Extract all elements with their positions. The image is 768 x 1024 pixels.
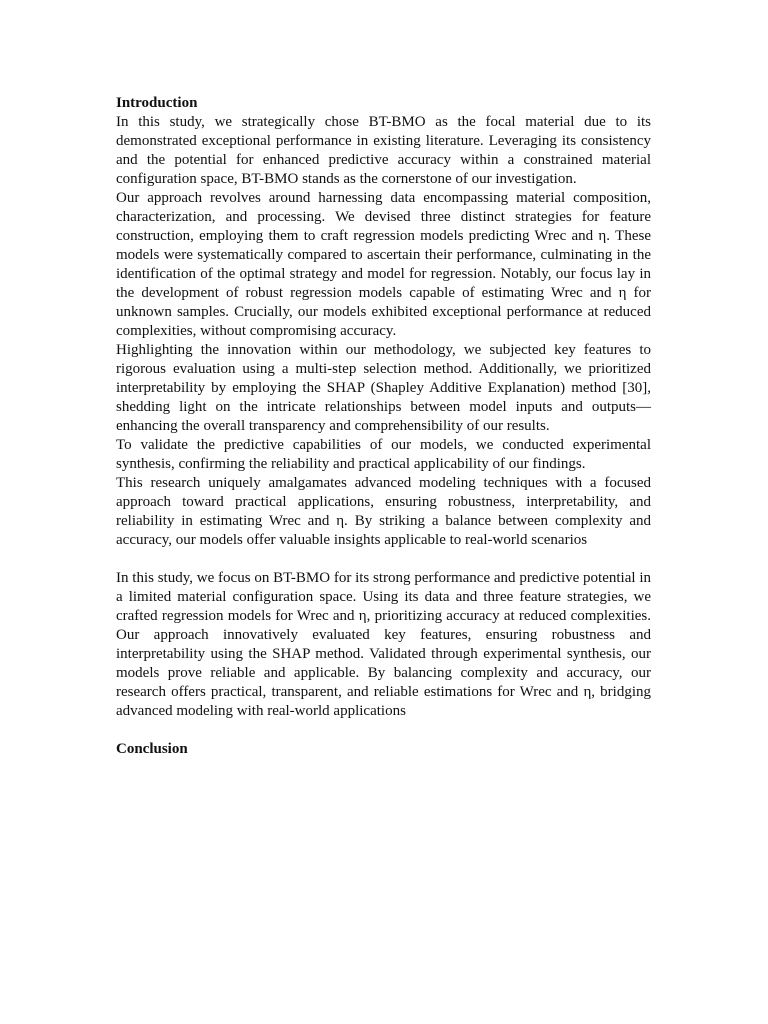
conclusion-heading: Conclusion [116,741,188,757]
intro-paragraph-4: To validate the predictive capabilities of our models, we conducted experimental synthesis, confirming the reliability and practical applicability of our findings. [116,437,651,472]
intro-paragraph-2: Our approach revolves around harnessing data encompassing material composition, characterization, and processing. We devised three distinct strategies for feature construction, employing them to craft regression models predicting Wrec and η. These models were systematically compared to ascertain their performance, culminating in the identification of the optimal strategy and model for regression. Notably, our focus lay in the development of robust regression models capable of estimating Wrec and η for unknown samples. Crucially, our models exhibited exceptional performance at reduced complexities, without compromising accuracy. [116,190,651,339]
intro-paragraph-5: This research uniquely amalgamates advanced modeling techniques with a focused approach toward practical applications, ensuring robustness, interpretability, and reliability in estimating Wrec and η. By striking a balance between complexity and accuracy, our models offer valuable insights applicable to real-world scenarios [116,475,651,548]
introduction-heading: Introduction [116,95,198,111]
intro-paragraph-1: In this study, we strategically chose BT-BMO as the focal material due to its demonstrated exceptional performance in existing literature. Leveraging its consistency and the potential for enhanced predictive accuracy within a constrained material configuration space, BT-BMO stands as the cornerstone of our investigation. [116,114,651,187]
paragraph-spacer [116,550,651,569]
document-page [116,94,651,759]
intro-paragraph-3: Highlighting the innovation within our methodology, we subjected key features to rigorous evaluation using a multi-step selection method. Additionally, we prioritized interpretability by employing the SHAP (Shapley Additive Explanation) method [30], shedding light on the intricate relationships between model inputs and outputs—enhancing the overall transparency and comprehensibility of our results. [116,342,651,434]
summary-paragraph: In this study, we focus on BT-BMO for its strong performance and predictive potential in a limited material configuration space. Using its data and three feature strategies, we crafted regression models for Wrec and η, prioritizing accuracy at reduced complexities. Our approach innovatively evaluated key features, ensuring robustness and interpretability using the SHAP method. Validated through experimental synthesis, our models prove reliable and applicable. By balancing complexity and accuracy, our research offers practical, transparent, and reliable estimations for Wrec and η, bridging advanced modeling with real-world applications [116,570,651,719]
paragraph-spacer [116,721,651,740]
